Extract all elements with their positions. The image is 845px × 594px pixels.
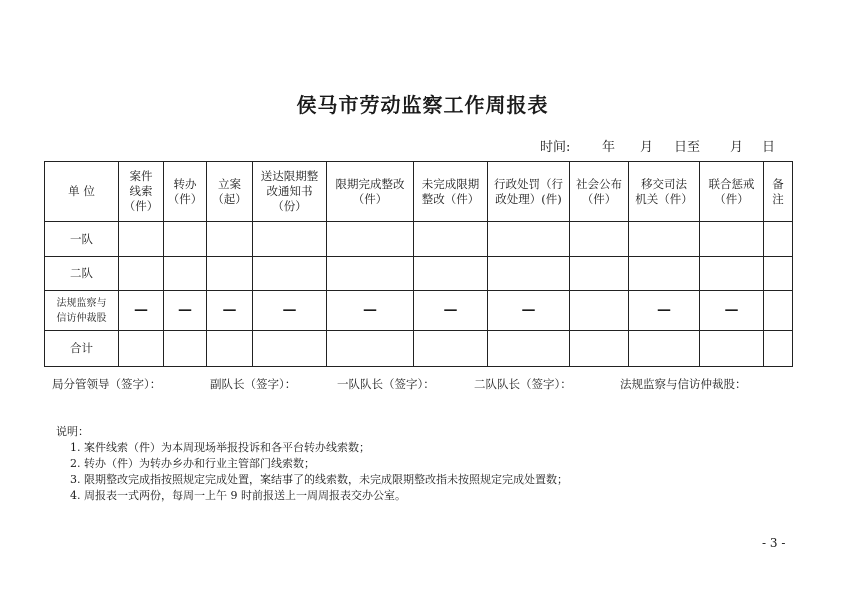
- weekly-report-table: [44, 161, 793, 367]
- table-cell[interactable]: [488, 331, 570, 367]
- signature-field: 副队长（签字）：: [210, 377, 297, 391]
- column-header: 限期完成整改 （件）: [327, 162, 414, 222]
- row-unit-label: 二队: [45, 257, 119, 291]
- table-cell[interactable]: —: [164, 291, 207, 331]
- table-row: [45, 331, 793, 367]
- table-row: [45, 291, 793, 331]
- table-cell[interactable]: [570, 331, 629, 367]
- header-unit: 单 位: [45, 162, 119, 222]
- signature-field: 二队队长（签字）：: [474, 377, 572, 391]
- date-month-label: 月: [640, 140, 654, 155]
- signature-field: 法规监察与信访仲裁股：: [620, 377, 747, 391]
- table-cell[interactable]: —: [253, 291, 327, 331]
- table-cell[interactable]: [327, 257, 414, 291]
- column-header: 立案 （起）: [207, 162, 253, 222]
- table-cell[interactable]: [119, 331, 164, 367]
- signature-field: 局分管领导（签字）：: [52, 377, 162, 391]
- table-cell[interactable]: [764, 331, 793, 367]
- table-cell[interactable]: [414, 331, 488, 367]
- table-cell[interactable]: [629, 257, 700, 291]
- table-cell[interactable]: [700, 222, 764, 257]
- table-cell[interactable]: [119, 222, 164, 257]
- date-year-label: 年: [602, 140, 616, 155]
- table-row: [45, 257, 793, 291]
- table-cell[interactable]: [570, 257, 629, 291]
- column-header: 联合惩戒 （件）: [700, 162, 764, 222]
- page-number: - 3 -: [762, 536, 786, 550]
- date-day-to-label: 日至: [674, 140, 701, 155]
- table-cell[interactable]: [570, 222, 629, 257]
- table-cell[interactable]: [488, 222, 570, 257]
- date-label: 时间:: [540, 140, 571, 155]
- report-title: 侯马市劳动监察工作周报表: [296, 93, 549, 117]
- column-header: 送达限期整 改通知书 （份）: [253, 162, 327, 222]
- date-month2-label: 月: [730, 140, 744, 155]
- table-cell[interactable]: [629, 331, 700, 367]
- table-cell[interactable]: [164, 331, 207, 367]
- table-cell[interactable]: [700, 331, 764, 367]
- signature-field: 一队队长（签字）：: [337, 377, 435, 391]
- table-cell[interactable]: —: [700, 291, 764, 331]
- table-cell[interactable]: [488, 257, 570, 291]
- table-cell[interactable]: [414, 257, 488, 291]
- table-cell[interactable]: —: [327, 291, 414, 331]
- column-header: 行政处罚（行 政处理）(件): [488, 162, 570, 222]
- table-cell[interactable]: —: [119, 291, 164, 331]
- table-cell[interactable]: [253, 257, 327, 291]
- note-item: 4. 周报表一式两份，每周一上午 9 时前报送上一周周报表交办公室。: [70, 489, 406, 502]
- table-cell[interactable]: [629, 222, 700, 257]
- note-item: 3. 限期整改完成指按照规定完成处置，案结事了的线索数，未完成限期整改指未按照规定完成处置数；: [70, 473, 568, 486]
- notes-heading: 说明：: [56, 425, 89, 438]
- table-cell[interactable]: [164, 222, 207, 257]
- table-cell[interactable]: [327, 222, 414, 257]
- row-unit-label: 合计: [45, 331, 119, 367]
- column-header: 案件 线索 （件）: [119, 162, 164, 222]
- note-item: 1. 案件线索（件）为本周现场举报投诉和各平台转办线索数；: [70, 441, 370, 454]
- table-cell[interactable]: [764, 257, 793, 291]
- table-cell[interactable]: [764, 291, 793, 331]
- table-cell[interactable]: —: [488, 291, 570, 331]
- column-header: 备 注: [764, 162, 793, 222]
- table-cell[interactable]: —: [207, 291, 253, 331]
- table-cell[interactable]: [764, 222, 793, 257]
- table-row: [45, 222, 793, 257]
- table-cell[interactable]: [207, 257, 253, 291]
- row-unit-label: 一队: [45, 222, 119, 257]
- table-cell[interactable]: [207, 331, 253, 367]
- row-unit-label: 法规监察与 信访仲裁股: [45, 291, 119, 331]
- date-day2-label: 日: [762, 140, 776, 155]
- table-cell[interactable]: [327, 331, 414, 367]
- table-cell[interactable]: [570, 291, 629, 331]
- table-cell[interactable]: [119, 257, 164, 291]
- table-cell[interactable]: [207, 222, 253, 257]
- table-cell[interactable]: [253, 222, 327, 257]
- note-item: 2. 转办（件）为转办乡办和行业主管部门线索数；: [70, 457, 315, 470]
- table-cell[interactable]: [414, 222, 488, 257]
- column-header: 转办 （件）: [164, 162, 207, 222]
- table-cell[interactable]: —: [629, 291, 700, 331]
- table-cell[interactable]: [700, 257, 764, 291]
- table-cell[interactable]: [253, 331, 327, 367]
- table-cell[interactable]: —: [414, 291, 488, 331]
- column-header: 社会公布 （件）: [570, 162, 629, 222]
- date-range-line: [540, 136, 775, 155]
- notes-section: [56, 424, 568, 504]
- table-cell[interactable]: [164, 257, 207, 291]
- column-header: 未完成限期 整改（件）: [414, 162, 488, 222]
- column-header: 移交司法 机关（件）: [629, 162, 700, 222]
